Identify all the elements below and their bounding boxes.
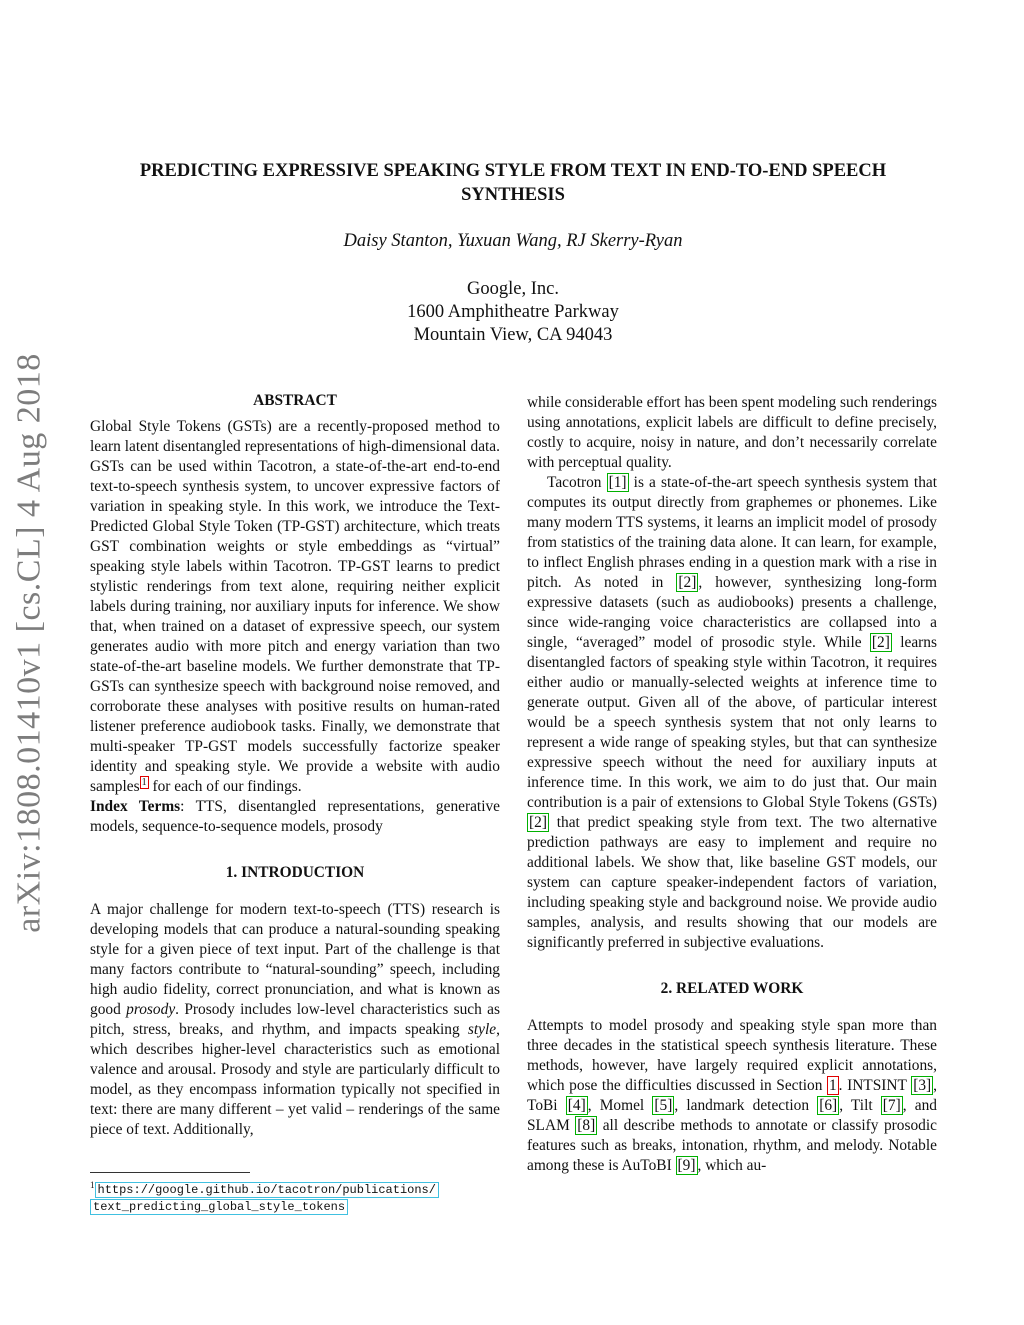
citation-link[interactable]: [9]: [677, 1157, 696, 1174]
citation-link[interactable]: [7]: [882, 1097, 901, 1114]
abstract-body: Global Style Tokens (GSTs) are a recently-proposed method to learn latent disentangled representations of high-dimensional data. GSTs can be used within Tacotron, a state-of-the-art end-to-end text-to-speech synthesis system, to uncover expressive factors of variation in speaking style. In this work, we introduce the Text-Predicted Global Style Token (TP-GST) architecture, which treats GST combination weights or style embeddings as “virtual” speaking style labels within Tacotron. TP-GST learns to predict stylistic renderings from text alone, requiring neither explicit labels during training, nor auxiliary inputs for inference. We show that, when trained on a dataset of expressive speech, our system generates audio with more pitch and energy variation than two state-of-the-art baseline models. We further demonstrate that TP-GSTs can synthesize speech with background noise removed, and corroborate these analyses with positive results on human-rated listener preference audiobook tasks. Finally, we demonstrate that multi-speaker TP-GST models successfully factorize speaker identity and speaking style. We provide a website with audio samples: [90, 418, 500, 795]
footnote-line-1: [90, 1177, 510, 1198]
abstract-body-end: for each of our findings.: [148, 778, 302, 795]
abstract-heading: ABSTRACT: [253, 392, 337, 409]
citation-link[interactable]: [8]: [577, 1117, 596, 1134]
paper-title: PREDICTING EXPRESSIVE SPEAKING STYLE FROM TEXT IN END-TO-END SPEECH SYNTHESIS: [139, 161, 887, 205]
citation-link[interactable]: [2]: [871, 634, 890, 651]
footnote-number: 1: [90, 1180, 95, 1190]
citation-link[interactable]: [6]: [819, 1097, 838, 1114]
footnote: [90, 1172, 510, 1215]
index-terms-label: Index Terms: [90, 798, 181, 815]
affiliation: [90, 278, 936, 347]
right-column: [527, 393, 937, 1176]
term-prosody: prosody: [126, 1001, 176, 1018]
affiliation-street: 1600 Amphitheatre Parkway: [407, 302, 619, 322]
citation-link[interactable]: [1]: [608, 474, 627, 491]
affiliation-org: Google, Inc.: [467, 279, 559, 299]
term-style: style: [467, 1021, 497, 1038]
footnote-line-2: [90, 1198, 510, 1215]
citation-link[interactable]: [3]: [913, 1077, 932, 1094]
affiliation-city: Mountain View, CA 94043: [413, 325, 613, 345]
intro-paragraph-1-continued: while considerable effort has been spent modeling such renderings using annotations, explicit labels are difficult to define precisely, costly to acquire, noisy in nature, and don’t necessarily correlate with perceptual quality.: [527, 394, 938, 471]
footnote-rule: [90, 1172, 250, 1173]
citation-link[interactable]: [5]: [654, 1097, 673, 1114]
citation-link[interactable]: [4]: [567, 1097, 586, 1114]
footnote-url-link[interactable]: https://google.github.io/tacotron/publications/: [95, 1182, 439, 1198]
citation-link[interactable]: [2]: [678, 574, 697, 591]
footnote-url-link-cont[interactable]: text_predicting_global_style_tokens: [90, 1199, 348, 1215]
related-work-paragraph: Attempts to model prosody and speaking style span more than three decades in the statistical speech synthesis literature. These methods, however, have largely required explicit annotations, which pose the difficulties discussed in Section 1 . INTSINT [3] , ToBi [4] , Momel [5] , landmark detection [6] , Tilt [7] , and SLAM [8] all describe methods to annotate or classify prosodic features such as breaks, intonation, rhythm, and melody. Notable among these is AuToBI [9] , which au-: [527, 1017, 937, 1174]
intro-paragraph-1: A major challenge for modern text-to-speech (TTS) research is developing models that can produce a natural-sounding speaking style for a given piece of text input. Part of the challenge is that many factors contribute to “natural-sounding” speech, including high audio fidelity, correct pronunciation, and what is known as good prosody. Prosody includes low-level characteristics such as pitch, stress, breaks, and rhythm, and impacts speaking style, which describes higher-level characteristics such as emotional valence and arousal. Prosody and style are particularly difficult to model, as they encompass information typically not specified in text: there are many different – yet valid – renderings of the same piece of text. Additionally,: [90, 901, 500, 1138]
authors: Daisy Stanton, Yuxuan Wang, RJ Skerry-Ryan: [343, 231, 683, 251]
citation-link[interactable]: [2]: [529, 814, 547, 831]
intro-heading: 1. INTRODUCTION: [225, 864, 365, 881]
related-work-heading: 2. RELATED WORK: [660, 980, 804, 997]
index-terms: [90, 797, 500, 837]
section-ref-link[interactable]: 1: [828, 1077, 837, 1094]
abstract-text: [90, 417, 500, 797]
index-terms-text: : TTS, disentangled representations, generative models, sequence-to-sequence models, prosody: [90, 798, 501, 835]
footnote-marker[interactable]: 1: [141, 776, 147, 788]
arxiv-stamp: arXiv:1808.01410v1 [cs.CL] 4 Aug 2018: [11, 352, 49, 933]
left-column: [90, 391, 500, 1140]
intro-paragraph-2: Tacotron [1] is a state-of-the-art speech synthesis system that computes its output directly from graphemes or phonemes. Like many modern TTS systems, it learns an implicit model of prosody from statistics of the training data alone. It can learn, for example, to inflect English phrases ending in a question mark with a rise in pitch. As noted in [2] , however, synthesizing long-form expressive datasets (such as audiobooks) presents a challenge, since wide-ranging voice characteristics are collapsed into a single, “averaged” model of prosodic style. While [2] learns disentangled factors of speaking style within Tacotron, it requires either audio or manually-selected weights at inference time to generate output. Given all of the above, of particular interest would be a speech synthesis system that not only learns to represent a wide range of speaking styles, but that can synthesize expressive speech without the need for auxiliary inputs at inference time. In this work, we aim to do just that. Our main contribution is a pair of extensions to Global Style Tokens (GSTs) [2] that predict speaking style from text. The two alternative prediction pathways are easy to implement and require no additional labels. We show that, like baseline GST models, our system can capture speaker-independent factors of variation, including speaking style and background noise. We provide audio samples, analysis, and results showing that our models are significantly preferred in subjective evaluations.: [527, 474, 938, 951]
